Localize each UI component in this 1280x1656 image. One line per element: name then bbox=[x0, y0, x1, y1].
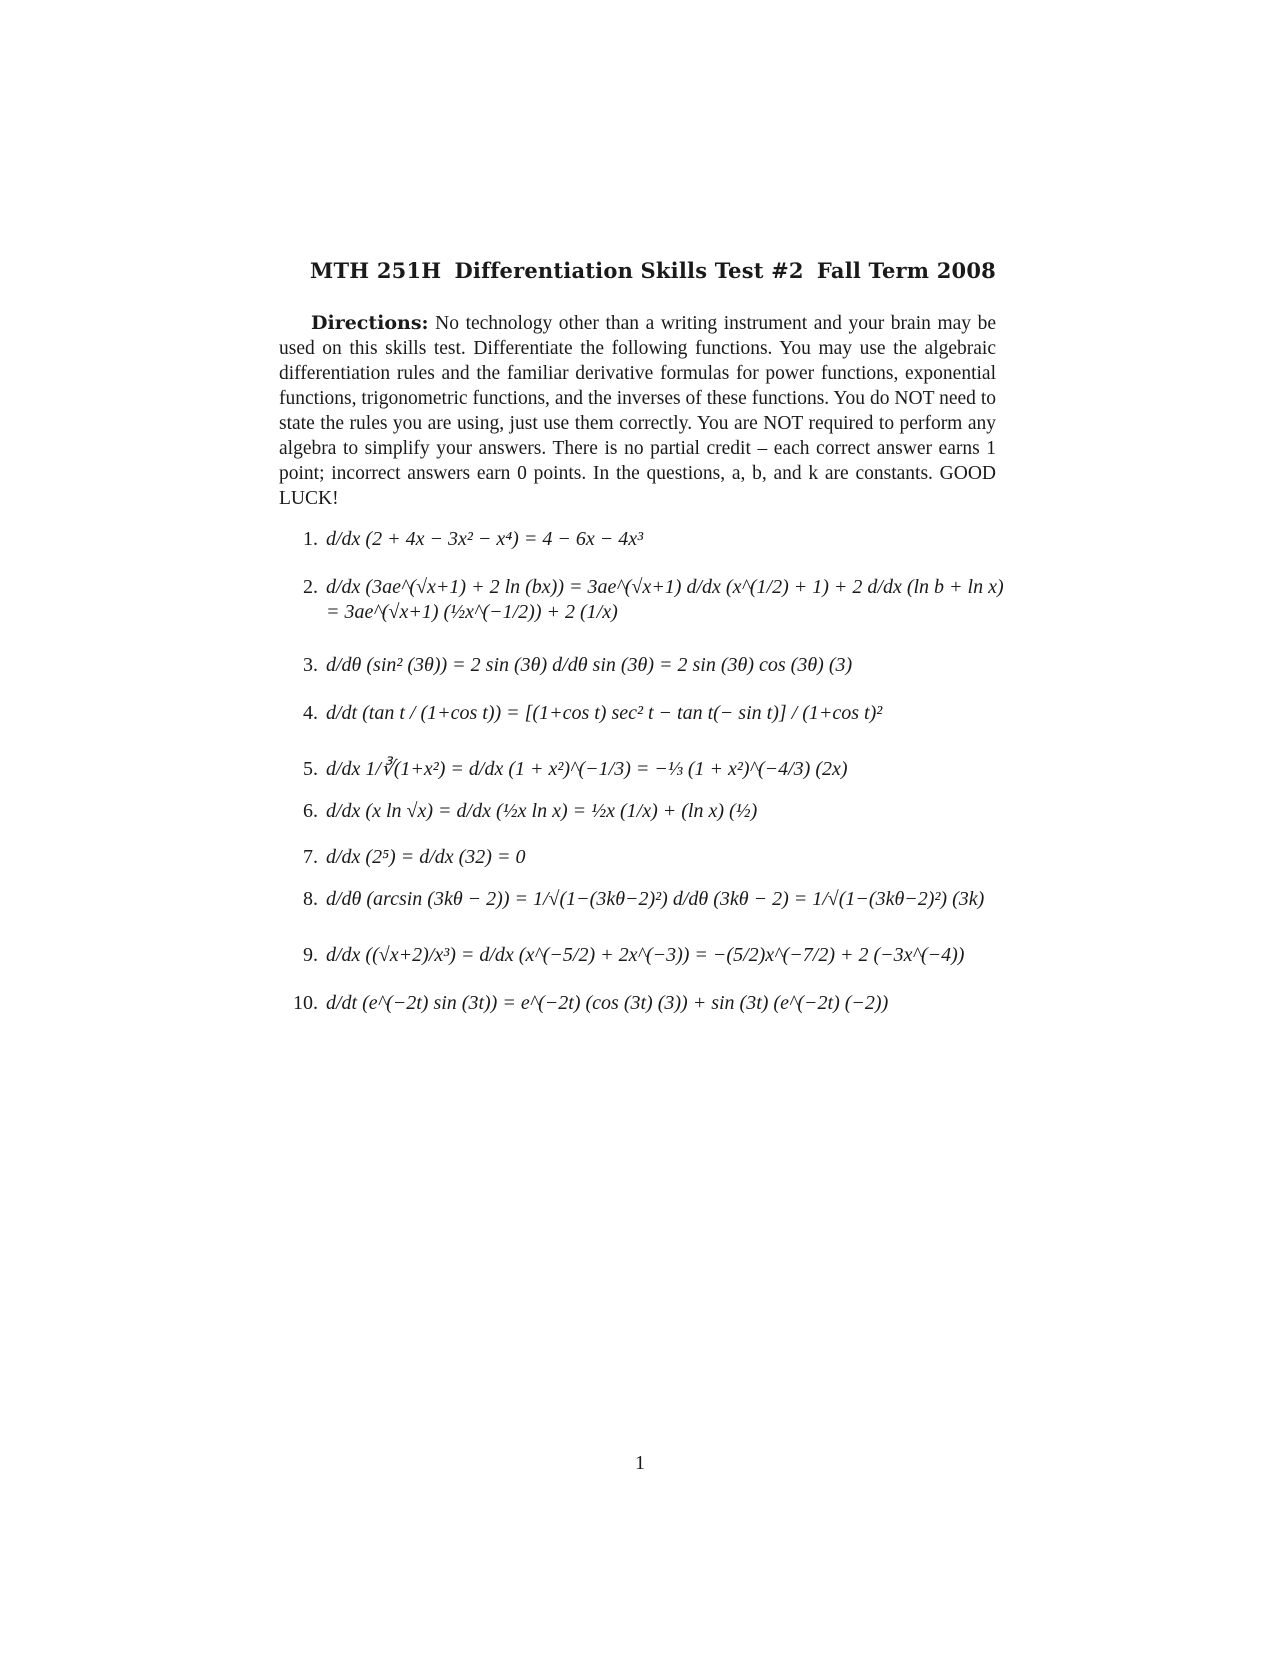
question-number: 10. bbox=[293, 992, 318, 1014]
question-expression: d/dθ (arcsin (3kθ − 2)) = 1/√(1−(3kθ−2)²) d/dθ (3kθ − 2) = 1/√(1−(3kθ−2)²) (3k) bbox=[326, 888, 985, 910]
question-expression: d/dθ (sin² (3θ)) = 2 sin (3θ) d/dθ sin (3θ) = 2 sin (3θ) cos (3θ) (3) bbox=[326, 654, 853, 676]
question-item bbox=[290, 654, 852, 677]
question-item bbox=[290, 576, 1004, 624]
question-expression: d/dx (3ae^(√x+1) + 2 ln (bx)) = 3ae^(√x+1) d/dx (x^(1/2) + 1) + 2 d/dx (ln b + ln x) bbox=[326, 576, 1004, 598]
question-expression: d/dx 1/∛(1+x²) = d/dx (1 + x²)^(−1/3) = −⅓ (1 + x²)^(−4/3) (2x) bbox=[326, 758, 848, 780]
document-header bbox=[310, 258, 996, 283]
term-label: Fall Term 2008 bbox=[816, 258, 996, 283]
directions-text: No technology other than a writing instrument and your brain may be used on this skills test. Differentiate the following functions. You may use the algebraic differentiation rules and the familiar derivative formulas for power functions, exponential functions, trigonometric functions, and the inverses of these functions. You do NOT need to state the rules you are using, just use them correctly. You are NOT required to perform any algebra to simplify your answers. There is no partial credit – each correct answer earns 1 point; incorrect answers earn 0 points. In the questions, a, b, and k are constants. GOOD LUCK! bbox=[279, 313, 997, 509]
page-number: 1 bbox=[635, 1452, 645, 1474]
question-number: 4. bbox=[303, 702, 318, 724]
question-expression: d/dt (tan t / (1+cos t)) = [(1+cos t) sec² t − tan t(− sin t)] / (1+cos t)² bbox=[326, 702, 883, 724]
question-item bbox=[290, 702, 882, 725]
course-code: MTH 251H bbox=[310, 258, 442, 283]
question-number: 7. bbox=[303, 846, 318, 868]
question-item bbox=[290, 944, 964, 967]
directions-label: Directions: bbox=[311, 312, 429, 334]
question-expression: d/dx (2 + 4x − 3x² − x⁴) = 4 − 6x − 4x³ bbox=[326, 528, 644, 550]
question-expression: d/dx ((√x+2)/x³) = d/dx (x^(−5/2) + 2x^(−3)) = −(5/2)x^(−7/2) + 2 (−3x^(−4)) bbox=[326, 944, 965, 966]
question-item bbox=[290, 756, 848, 781]
question-continuation: = 3ae^(√x+1) (½x^(−1/2)) + 2 (1/x) bbox=[326, 601, 618, 623]
question-item bbox=[290, 846, 525, 869]
question-item bbox=[290, 800, 757, 823]
directions-paragraph bbox=[279, 311, 996, 511]
question-number: 6. bbox=[303, 800, 318, 822]
question-number: 5. bbox=[303, 758, 318, 780]
question-item bbox=[290, 992, 888, 1015]
test-title: Differentiation Skills Test #2 bbox=[454, 258, 804, 283]
question-number: 2. bbox=[303, 576, 318, 598]
question-item bbox=[290, 888, 984, 911]
question-expression: d/dx (2⁵) = d/dx (32) = 0 bbox=[326, 846, 526, 868]
question-item bbox=[290, 528, 643, 551]
question-number: 3. bbox=[303, 654, 318, 676]
question-number: 1. bbox=[303, 528, 318, 550]
question-expression: d/dx (x ln √x) = d/dx (½x ln x) = ½x (1/x) + (ln x) (½) bbox=[326, 800, 758, 822]
question-number: 8. bbox=[303, 888, 318, 910]
question-expression: d/dt (e^(−2t) sin (3t)) = e^(−2t) (cos (3t) (3)) + sin (3t) (e^(−2t) (−2)) bbox=[326, 992, 889, 1014]
question-number: 9. bbox=[303, 944, 318, 966]
